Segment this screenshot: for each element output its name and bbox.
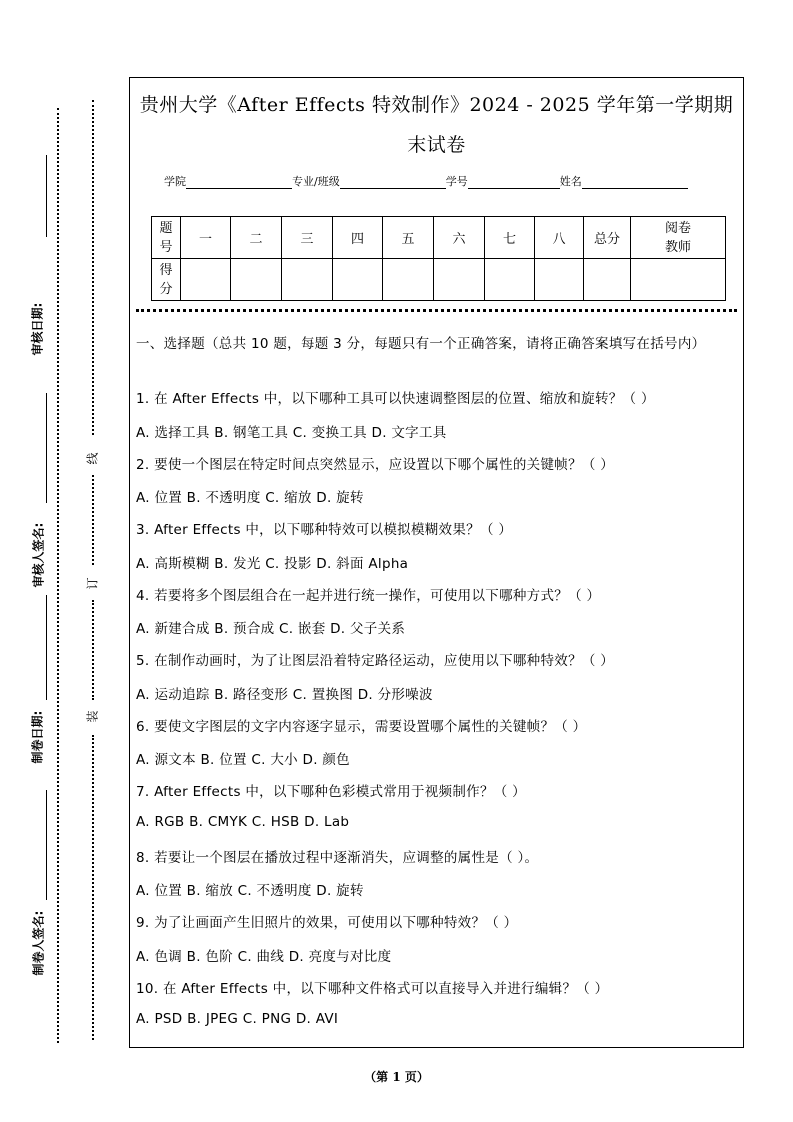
- question-2-options: A. 位置 B. 不透明度 C. 缩放 D. 旋转: [136, 490, 364, 506]
- question-3: 3. After Effects 中，以下哪种特效可以模拟模糊效果？（ ）: [136, 522, 513, 538]
- question-1-options: A. 选择工具 B. 钢笔工具 C. 变换工具 D. 文字工具: [136, 425, 447, 441]
- page-number-footer: （第 1 页）: [364, 1070, 429, 1084]
- score-cell[interactable]: [434, 259, 485, 301]
- binding-dotted-line-mid2: [92, 600, 94, 700]
- score-cell[interactable]: [333, 259, 383, 301]
- score-cell-header: 题 号: [152, 217, 181, 259]
- student-id-field[interactable]: [468, 176, 560, 189]
- score-cell-header: 六: [434, 217, 485, 259]
- maker-sign-label: 制卷人签名:: [31, 910, 46, 976]
- review-date-label: 审核日期:: [30, 302, 45, 356]
- score-cell[interactable]: [485, 259, 535, 301]
- question-2: 2. 要使一个图层在特定时间点突然显示，应设置以下哪个属性的关键帧？（ ）: [136, 457, 615, 473]
- question-6-options: A. 源文本 B. 位置 C. 大小 D. 颜色: [136, 752, 350, 768]
- question-7-options: A. RGB B. CMYK C. HSB D. Lab: [136, 814, 350, 830]
- major-field[interactable]: [340, 176, 446, 189]
- college-label: 学院: [164, 175, 186, 188]
- binding-dotted-line-mid1: [92, 475, 94, 565]
- score-cell[interactable]: [631, 259, 726, 301]
- student-info-row: [164, 173, 688, 189]
- score-cell[interactable]: [231, 259, 282, 301]
- question-1: 1. 在 After Effects 中，以下哪种工具可以快速调整图层的位置、缩放和旋转？（ ）: [136, 391, 655, 407]
- score-table-score-row: [152, 259, 726, 301]
- question-7: 7. After Effects 中，以下哪种色彩模式常用于视频制作？（ ）: [136, 784, 526, 800]
- reviewer-sign-label: 审核人签名:: [31, 522, 46, 588]
- college-field[interactable]: [186, 176, 292, 189]
- score-cell[interactable]: [383, 259, 434, 301]
- binding-char-xian: 线: [85, 452, 100, 465]
- exam-date-label: 制卷日期:: [30, 710, 45, 764]
- score-cell-header: 阅卷 教师: [631, 217, 726, 259]
- score-table-header-row: [152, 217, 726, 259]
- exam-title-line1: 贵州大学《After Effects 特效制作》2024 - 2025 学年第一学期期: [139, 94, 734, 116]
- question-4: 4. 若要将多个图层组合在一起并进行统一操作，可使用以下哪种方式？（ ）: [136, 588, 601, 604]
- question-8-options: A. 位置 B. 缩放 C. 不透明度 D. 旋转: [136, 883, 364, 899]
- score-cell[interactable]: [584, 259, 631, 301]
- score-cell-header: 七: [485, 217, 535, 259]
- section-heading: 一、选择题（总共 10 题，每题 3 分，每题只有一个正确答案，请将正确答案填写在括号内）: [136, 336, 706, 352]
- review-date-line: [46, 155, 47, 237]
- score-cell[interactable]: [282, 259, 333, 301]
- question-8: 8. 若要让一个图层在播放过程中逐渐消失，应调整的属性是（ ）。: [136, 850, 539, 866]
- score-cell-header: 八: [535, 217, 584, 259]
- score-cell-header: 一: [181, 217, 231, 259]
- question-10-options: A. PSD B. JPEG C. PNG D. AVI: [136, 1011, 339, 1027]
- maker-sign-line: [46, 790, 47, 900]
- name-label: 姓名: [559, 175, 582, 188]
- score-cell[interactable]: [535, 259, 584, 301]
- question-3-options: A. 高斯模糊 B. 发光 C. 投影 D. 斜面 Alpha: [136, 556, 409, 572]
- score-cell-header: 二: [231, 217, 282, 259]
- exam-title-line2: 末试卷: [407, 134, 466, 156]
- question-5-options: A. 运动追踪 B. 路径变形 C. 置换图 D. 分形噪波: [136, 687, 433, 703]
- score-cell[interactable]: [181, 259, 231, 301]
- name-field[interactable]: [582, 176, 688, 189]
- score-cell-header: 总分: [584, 217, 631, 259]
- exam-date-line: [46, 595, 47, 700]
- signature-dotted-line: [57, 108, 59, 1043]
- question-6: 6. 要使文字图层的文字内容逐字显示，需要设置哪个属性的关键帧？（ ）: [136, 719, 587, 735]
- reviewer-sign-line: [46, 393, 47, 503]
- score-table: [151, 216, 726, 301]
- question-5: 5. 在制作动画时，为了让图层沿着特定路径运动，应使用以下哪种特效？（ ）: [136, 653, 615, 669]
- binding-char-zhuang: 装: [85, 710, 100, 723]
- binding-margin: [0, 0, 128, 1122]
- question-9-options: A. 色调 B. 色阶 C. 曲线 D. 亮度与对比度: [136, 949, 392, 965]
- binding-dotted-line-top: [92, 100, 94, 435]
- score-cell-header: 三: [282, 217, 333, 259]
- question-4-options: A. 新建合成 B. 预合成 C. 嵌套 D. 父子关系: [136, 621, 406, 637]
- score-cell-header: 五: [383, 217, 434, 259]
- student-id-label: 学号: [445, 175, 468, 188]
- binding-char-ding: 订: [85, 577, 100, 590]
- score-cell-header: 四: [333, 217, 383, 259]
- section-separator: [136, 309, 737, 312]
- question-10: 10. 在 After Effects 中，以下哪种文件格式可以直接导入并进行编辑？（ ）: [136, 981, 609, 997]
- score-cell-label: 得 分: [152, 259, 181, 301]
- major-label: 专业/班级: [292, 175, 340, 188]
- question-9: 9. 为了让画面产生旧照片的效果，可使用以下哪种特效？（ ）: [136, 915, 518, 931]
- exam-paper: [129, 77, 744, 1048]
- binding-dotted-line-bottom: [92, 735, 94, 1040]
